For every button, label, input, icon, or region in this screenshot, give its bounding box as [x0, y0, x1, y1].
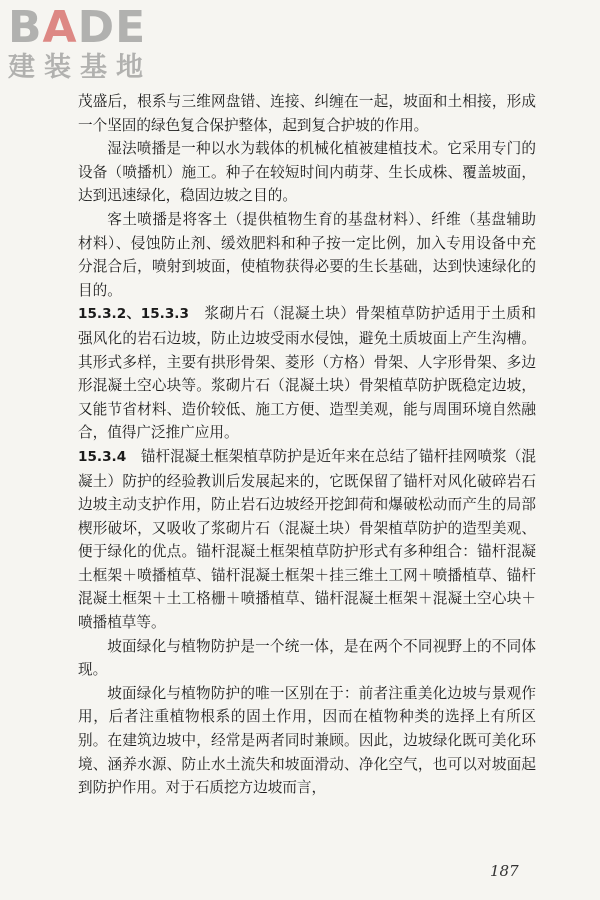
section-number: 15.3.2、15.3.3 — [78, 306, 189, 323]
paragraph: 湿法喷播是一种以水为载体的机械化植被建植技术。它采用专门的设备（喷播机）施工。种子在较短时间内萌芽、生长成株、覆盖坡面，达到迅速绿化，稳固边坡之目的。 — [78, 140, 536, 205]
body-text — [78, 90, 536, 800]
paragraph-text: 锚杆混凝土框架植草防护是近年来在总结了锚杆挂网喷浆（混凝土）防护的经验教训后发展起来的，它既保留了锚杆对风化破碎岩石边坡主动支护作用，防止岩石边坡经开挖卸荷和爆破松动而产生的局部楔形破坏，又吸收了浆砌片石（混凝土块）骨架植草防护的造型美观、便于绿化的优点。锚杆混凝土框架植草防护形式有多种组合：锚杆混凝土框架＋喷播植草、锚杆混凝土框架＋挂三维土工网＋喷播植草、锚杆混凝土框架＋土工格栅＋喷播植草、锚杆混凝土框架＋混凝土空心块＋喷播植草等。 — [78, 447, 536, 632]
watermark-subtitle: 建装基地 — [8, 52, 152, 83]
paragraph: 坡面绿化与植物防护是一个统一体，是在两个不同视野上的不同体现。 — [78, 637, 536, 679]
page-number: 187 — [490, 862, 519, 880]
watermark-brand: BADE — [8, 2, 147, 53]
section-number: 15.3.4 — [78, 448, 127, 465]
paragraph: 茂盛后，根系与三维网盘错、连接、纠缠在一起，坡面和土相接，形成一个坚固的绿色复合保护整体，起到复合护坡的作用。 — [78, 93, 536, 134]
watermark-logo — [8, 2, 183, 96]
paragraph: 客土喷播是将客土（提供植物生育的基盘材料）、纤维（基盘辅助材料）、侵蚀防止剂、缓效肥料和种子按一定比例，加入专用设备中充分混合后，喷射到坡面，使植物获得必要的生长基础，达到快速绿化的目的。 — [78, 210, 536, 299]
paragraph: 坡面绿化与植物防护的唯一区别在于：前者注重美化边坡与景观作用，后者注重植物根系的固土作用，因而在植物种类的选择上有所区别。在建筑边坡中，经常是两者同时兼顾。因此，边坡绿化既可美化环境、涵养水源、防止水土流失和坡面滑动、净化空气，也可以对坡面起到防护作用。对于石质挖方边坡而言， — [78, 684, 536, 797]
paragraph — [78, 445, 536, 635]
paragraph — [78, 302, 536, 445]
paragraph-text: 浆砌片石（混凝土块）骨架植草防护适用于土质和强风化的岩石边坡，防止边坡受雨水侵蚀，避免土质坡面上产生沟槽。其形式多样，主要有拱形骨架、菱形（方格）骨架、人字形骨架、多边形混凝土空心块等。浆砌片石（混凝土块）骨架植草防护既稳定边坡，又能节省材料、造价较低、施工方便、造型美观，能与周围环境自然融合，值得广泛推广应用。 — [78, 305, 536, 442]
